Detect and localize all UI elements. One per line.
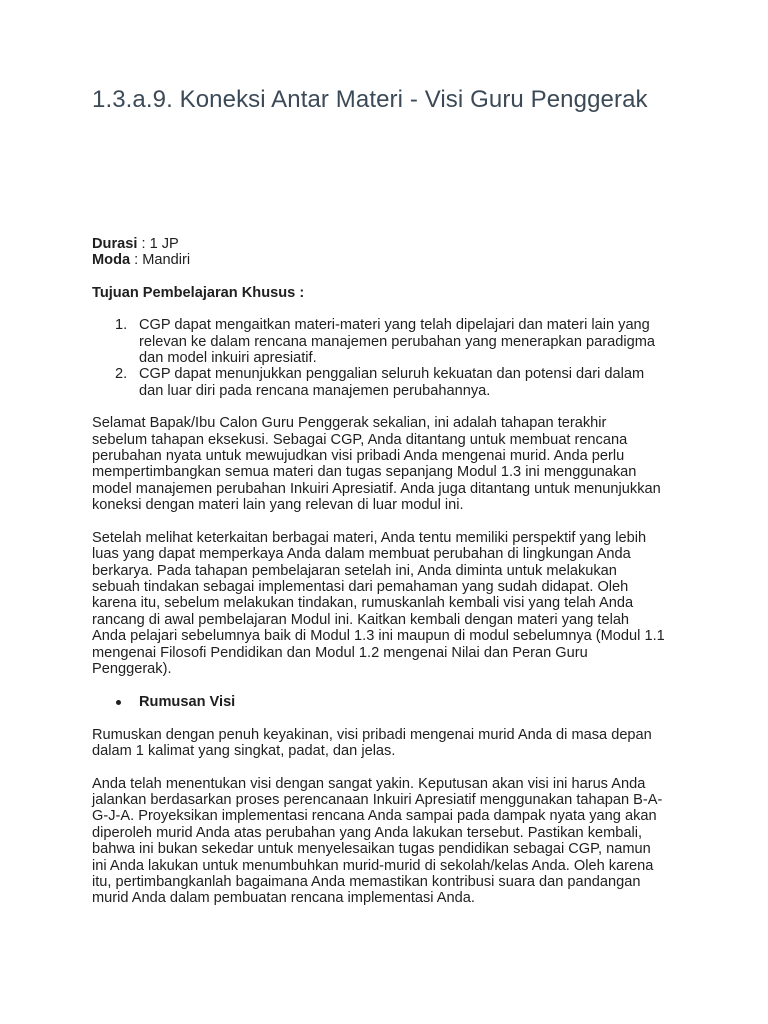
connection-paragraph: [92, 530, 692, 678]
text-line: luas yang dapat memperkaya Anda dalam membuat perubahan di lingkungan Anda: [92, 546, 631, 563]
objective-line: dan model inkuiri apresiatif.: [139, 350, 317, 367]
text-line: Anda pelajari sebelumnya baik di Modul 1.3 ini maupun di modul sebelumnya (Modul 1.1: [92, 628, 665, 645]
bullet-dot-icon: [116, 700, 121, 705]
vision-instruction-paragraph: [92, 727, 692, 760]
objective-line: CGP dapat menunjukkan penggalian seluruh kekuatan dan potensi dari dalam: [139, 366, 645, 383]
vision-heading: Rumusan Visi: [139, 694, 236, 711]
text-line: jalankan berdasarkan proses perencanaan Inkuiri Apresiatif menggunakan tahapan B-A-: [92, 791, 663, 808]
text-line: Anda telah menentukan visi dengan sangat yakin. Keputusan akan visi ini harus Anda: [92, 775, 646, 792]
objective-line: dan luar diri pada rencana manajemen perubahannya.: [139, 382, 491, 399]
text-line: karena itu, sebelum melakukan tindakan, rumuskanlah kembali visi yang telah Anda: [92, 595, 634, 612]
text-line: dalam 1 kalimat yang singkat, padat, dan jelas.: [92, 743, 396, 760]
text-line: sebuah tindakan sebagai implementasi dari pemahaman yang sudah didapat. Oleh: [92, 578, 629, 595]
vision-bullet-item: [92, 694, 692, 710]
text-line: itu, pertimbangkanlah bagaimana Anda memastikan kontribusi suara dan pandangan: [92, 874, 641, 890]
objective-item: [92, 317, 692, 366]
text-line: Penggerak).: [92, 660, 172, 677]
text-line: Rumuskan dengan penuh keyakinan, visi pribadi mengenai murid Anda di masa depan: [92, 726, 652, 743]
text-line: murid Anda dalam pembuatan rencana implementasi Anda.: [92, 890, 475, 907]
document-title: 1.3.a.9. Koneksi Antar Materi - Visi Guru Penggerak: [92, 86, 648, 113]
implementation-paragraph: [92, 776, 692, 907]
vision-bullet-list: [92, 694, 692, 710]
text-line: rancang di awal pembelajaran Modul ini. Kaitkan kembali dengan materi yang telah: [92, 611, 630, 628]
objective-line: relevan ke dalam rencana manajemen perubahan yang menerapkan paradigma: [139, 333, 655, 350]
text-line: ini Anda lakukan untuk menumbuhkan murid-murid di sekolah/kelas Anda. Oleh karena: [92, 857, 654, 874]
duration-line: [92, 236, 692, 252]
text-line: Setelah melihat keterkaitan berbagai materi, Anda tentu memiliki perspektif yang lebih: [92, 529, 647, 546]
text-line: mempertimbangkan semua materi dan tugas sepanjang Modul 1.3 ini menggunakan: [92, 464, 637, 481]
duration-value: : 1 JP: [137, 236, 179, 252]
duration-label: Durasi: [92, 236, 138, 252]
text-line: G-J-A. Proyeksikan implementasi rencana Anda sampai pada dampak nyata yang akan: [92, 808, 657, 825]
objective-item: [92, 366, 692, 399]
text-line: model manajemen perubahan Inkuiri Apresiatif. Anda juga ditantang untuk menunjukkan: [92, 480, 661, 497]
text-line: koneksi dengan materi lain yang relevan di luar modul ini.: [92, 497, 464, 514]
text-line: Selamat Bapak/Ibu Calon Guru Penggerak sekalian, ini adalah tahapan terakhir: [92, 415, 607, 432]
text-line: mengenai Filosofi Pendidikan dan Modul 1.2 mengenai Nilai dan Peran Guru: [92, 644, 588, 661]
intro-paragraph: [92, 415, 692, 513]
text-line: bahwa ini bukan sekedar untuk menyelesaikan tugas pendidikan sebagai CGP, namun: [92, 841, 651, 858]
objective-line: CGP dapat mengaitkan materi-materi yang telah dipelajari dan materi lain yang: [139, 317, 650, 334]
objective-number: 1.: [115, 317, 128, 334]
text-line: sebelum tahapan eksekusi. Sebagai CGP, Anda ditantang untuk membuat rencana: [92, 431, 628, 448]
document-body: [92, 236, 692, 907]
text-line: diperoleh murid Anda atas perubahan yang Anda lakukan tersebut. Pastikan kembali,: [92, 824, 643, 841]
mode-value: : Mandiri: [130, 252, 191, 269]
objectives-heading: Tujuan Pembelajaran Khusus :: [92, 284, 305, 301]
objectives-list: [92, 317, 692, 399]
text-line: perubahan nyata untuk mewujudkan visi pribadi Anda mengenai murid. Anda perlu: [92, 448, 625, 465]
mode-line: [92, 252, 692, 268]
mode-label: Moda: [92, 252, 131, 269]
text-line: berkarya. Pada tahapan pembelajaran setelah ini, Anda diminta untuk melakukan: [92, 562, 617, 579]
objective-number: 2.: [115, 366, 128, 383]
